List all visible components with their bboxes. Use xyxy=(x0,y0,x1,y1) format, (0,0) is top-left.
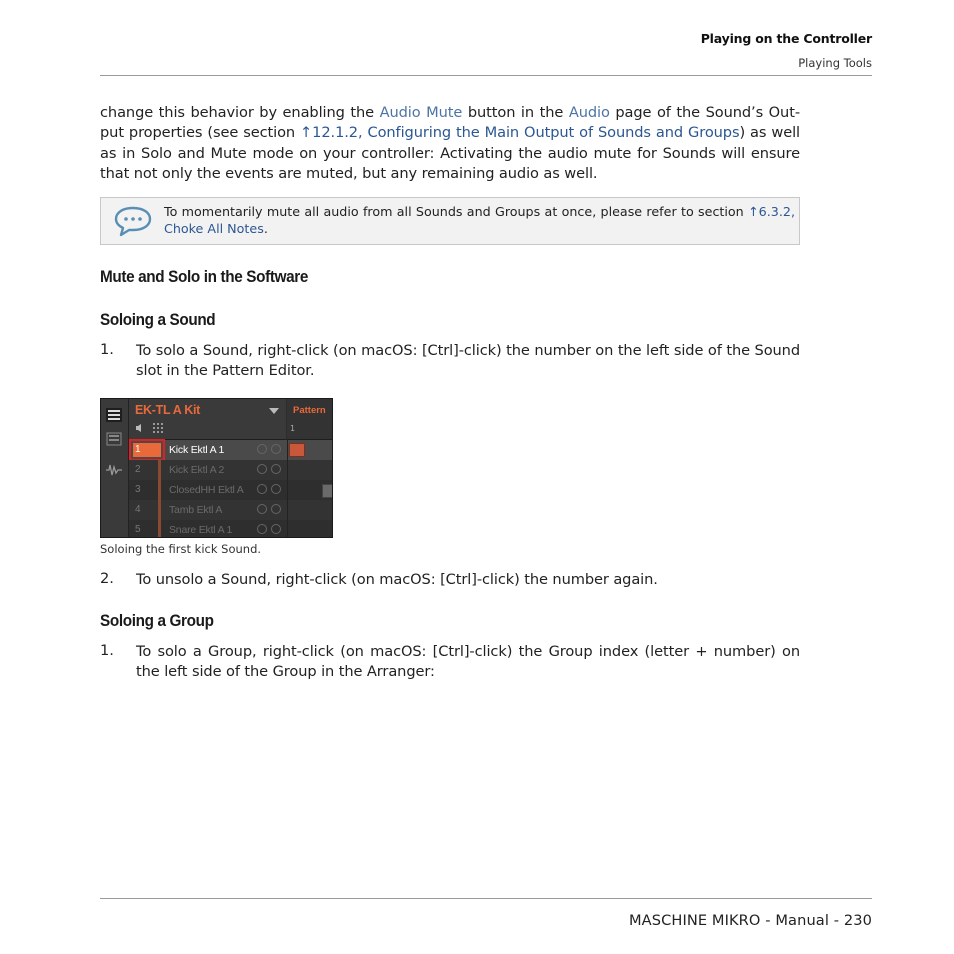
note-box xyxy=(100,197,800,245)
pattern-event[interactable] xyxy=(289,443,305,457)
choke-all-notes-link[interactable]: ↑6.3.2, Choke All Notes xyxy=(164,204,795,236)
list-view-icon[interactable] xyxy=(105,408,123,422)
step-text: To unsolo a Sound, right-click (on macOS: [Ctrl]-click) the number again. xyxy=(136,571,658,588)
pattern-event[interactable] xyxy=(322,484,333,498)
heading-mute-solo-software: Mute and Solo in the Software xyxy=(100,267,309,286)
footer-rule xyxy=(100,898,872,899)
sound-slot-row[interactable]: 1 Kick Ektl A 1 xyxy=(129,440,333,460)
sound-slot-number[interactable]: 4 xyxy=(135,504,141,515)
power-icon[interactable] xyxy=(271,524,281,534)
sidebar xyxy=(101,399,129,538)
sound-slot-row[interactable] xyxy=(129,460,333,480)
pattern-label: Pattern xyxy=(293,405,326,416)
volume-knob-icon[interactable] xyxy=(257,504,267,514)
page-footer: MASCHINE MIKRO - Manual - 230 xyxy=(628,912,872,929)
sound-slot-name[interactable]: Kick Ektl A 2 xyxy=(169,464,225,476)
speech-bubble-icon xyxy=(113,205,153,237)
sound-slot-number[interactable]: 2 xyxy=(135,464,141,475)
sound-slot-name[interactable]: Kick Ektl A 1 xyxy=(169,444,225,456)
heading-soloing-sound: Soloing a Sound xyxy=(100,310,216,329)
step-number: 2. xyxy=(100,570,114,587)
audio-page-link[interactable]: Audio xyxy=(568,104,610,121)
power-icon[interactable] xyxy=(271,464,281,474)
plugin-view-icon[interactable] xyxy=(105,432,123,446)
chevron-down-icon[interactable] xyxy=(269,408,279,414)
note-text: To momentarily mute all audio from all Sounds and Groups at once, please refer to section ↑6.3.2, Choke All Notes. xyxy=(164,204,795,236)
kit-header xyxy=(129,399,286,440)
step-text: To solo a Group, right-click (on macOS: [Ctrl]-click) the Group index (letter + number) on the left side of the Group in the Arranger: xyxy=(136,643,800,681)
intro-paragraph: change this behavior by enabling the Audio Mute button in the Audio page of the Sound’s Out-put properties (see section ↑12.1.2, Configuring the Main Output of Sounds and Groups) as well as in Solo and Mute mode on your controller: Activating the audio mute for Sounds will ensure that not only the events are muted, but any remaining audio as well. xyxy=(100,104,800,183)
volume-knob-icon[interactable] xyxy=(257,524,267,534)
sound-slot-number[interactable]: 3 xyxy=(135,484,141,495)
pattern-header xyxy=(287,399,333,440)
sound-slot-row[interactable] xyxy=(129,520,333,538)
power-icon[interactable] xyxy=(271,504,281,514)
step-number: 1. xyxy=(100,642,114,659)
power-icon[interactable] xyxy=(271,444,281,454)
volume-knob-icon[interactable] xyxy=(257,464,267,474)
sound-slot-row[interactable] xyxy=(129,480,333,500)
sound-slot-name[interactable]: Tamb Ektl A xyxy=(169,504,223,516)
sound-slot-name[interactable]: ClosedHH Ektl A xyxy=(169,484,244,496)
sound-slot-number[interactable]: 5 xyxy=(135,524,141,535)
sound-slot-name[interactable]: Snare Ektl A 1 xyxy=(169,524,233,536)
running-header-subtitle: Playing Tools xyxy=(798,56,872,70)
pattern-index: 1 xyxy=(290,424,296,433)
speaker-icon[interactable] xyxy=(135,423,145,433)
heading-soloing-group: Soloing a Group xyxy=(100,611,214,630)
waveform-icon[interactable] xyxy=(105,463,123,477)
header-rule xyxy=(100,75,872,76)
section-cross-reference-link[interactable]: ↑12.1.2, Configuring the Main Output of Sounds and Groups xyxy=(300,124,740,142)
pattern-editor-screenshot xyxy=(100,398,333,538)
kit-name[interactable]: EK-TL A Kit xyxy=(135,403,200,417)
power-icon[interactable] xyxy=(271,484,281,494)
grid-icon[interactable] xyxy=(153,423,163,433)
figure-caption: Soloing the first kick Sound. xyxy=(100,542,262,556)
running-header-title: Playing on the Controller xyxy=(700,31,872,46)
step-text: To solo a Sound, right-click (on macOS: [Ctrl]-click) the number on the left side of the Sound slot in the Pattern Editor. xyxy=(136,342,800,380)
audio-mute-link[interactable]: Audio Mute xyxy=(379,104,463,121)
volume-knob-icon[interactable] xyxy=(257,444,267,454)
volume-knob-icon[interactable] xyxy=(257,484,267,494)
step-number: 1. xyxy=(100,341,114,358)
sound-slot-row[interactable] xyxy=(129,500,333,520)
